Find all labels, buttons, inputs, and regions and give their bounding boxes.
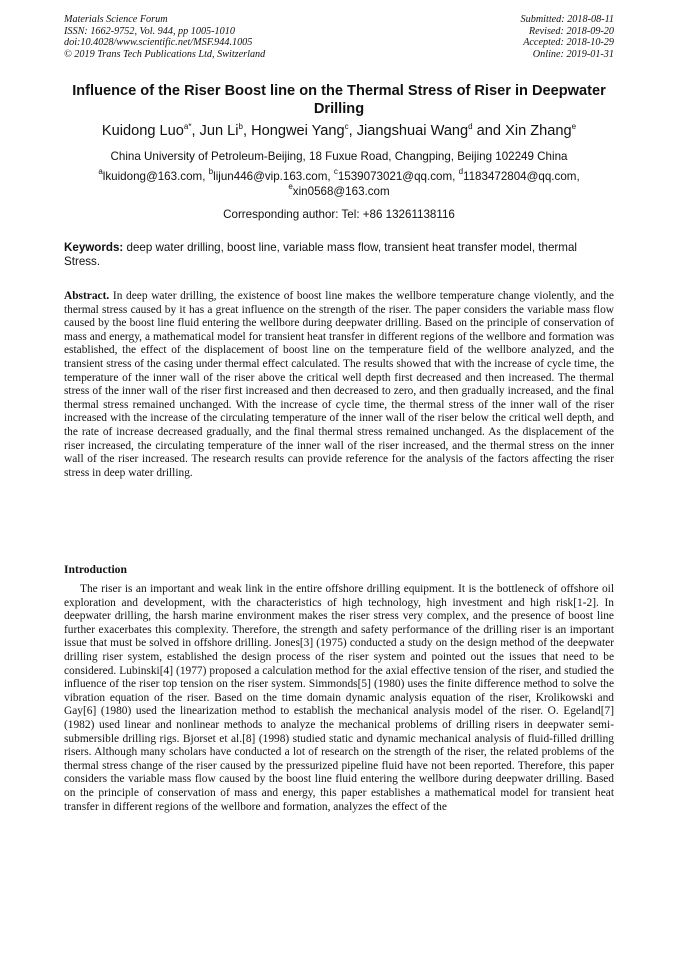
author: Kuidong Luo$^{a*}$, xyxy=(101,122,200,139)
journal-doi: doi:10.4028/www.scientific.net/MSF.944.1005 xyxy=(64,37,253,49)
abstract-text: In deep water drilling, the existence of boost line makes the wellbore temperature change violently, and the thermal stress caused by it has a great influence on the strength of the riser. The paper considers the variable mass flow caused by the boost line fluid entering the wellbore during deepwater drilling. Based on the principle of conservation of mass and energy, a mathematical model for transient heat transfer in different regions of the wellbore and formation was established, the effect of the displacement of boost line on the temperature field of the wellbore analyzed, and the transient stress of the casing under thermal effect calculated. The results showed that with the increase of cycle time, the temperature of the inner wall of the riser above the critical well depth first decreased and then increased. The thermal stress of the inner wall of the riser first increased and then decreased to zero, and then gradually increased, and the final thermal stress remained unchanged. With the increase of cycle time, the thermal stress of the inner wall of the riser increased with the increase of the circulating temperature of the inner wall of the riser below the critical well depth, and the rate of increase decreased gradually, and the final thermal stress remained unchanged. As the displacement of the riser increased, the circulating temperature of the inner wall of the riser increased, and the thermal stress on the inner wall of the riser increased. The research results can provide reference for the analysis of the factors affecting the riser stress in deep water drilling. xyxy=(64,290,614,479)
abstract xyxy=(64,290,614,480)
date-accepted: Accepted: 2018-10-29 xyxy=(523,37,614,49)
section-heading-introduction: Introduction xyxy=(64,563,127,576)
introduction-paragraph: The riser is an important and weak link in the entire offshore drilling equipment. It is the bottleneck of offshore oil exploration and development, with the characteristics of high technology, high investment and high risk[1-2]. In deepwater drilling, the harsh marine environment makes the riser stress very complex, and the presence of boost line further exacerbates this complexity. Therefore, the strength and safety performance of the drilling riser is an important issue that must be solved in offshore drilling. Jones[3] (1975) conducted a study on the design method of the deepwater drilling riser system, established the design process of the riser system and pointed out the issues that need to be considered. Lubinski[4] (1977) proposed a calculation method for the axial effective tension of the riser, and studied the influence of the riser top tension on the riser system. Simmonds[5] (1980) uses the finite difference method to solve the vibration equation of the riser. Based on the time domain dynamic analysis equation of the riser, Krolikowski and Gay[6] (1980) used the linearization method to establish the mechanical analysis model of the riser. O. Egeland[7] (1982) used linear and nonlinear methods to analyze the mechanical problems of drilling risers in deepwater semi-submersible drilling rigs. Bjorset et al.[8] (1998) studied static and dynamic mechanical analysis of fluid-filled drilling risers. Although many scholars have conducted a lot of research on the strength of the riser, the related problems of the thermal stress change of the riser caused by the pressurized pipeline fluid have not been reported. Therefore, this paper considers the variable mass flow caused by the boost line fluid entering the wellbore during deepwater drilling. Based on the principle of conservation of mass and energy, this paper establishes a mathematical model for transient heat transfer in different regions of the wellbore and formation, analyzes the effect of the xyxy=(64,583,614,813)
author: Hongwei Yang$^c$, xyxy=(251,122,357,139)
author: Jun Li$^b$, xyxy=(199,122,252,139)
author: Jiangshuai Wang$^d$ and xyxy=(356,122,506,139)
keywords-text: deep water drilling, boost line, variable mass flow, transient heat transfer model, thermal Stress. xyxy=(64,241,577,269)
email[interactable]: $^d$1183472804@qq.com xyxy=(458,167,577,183)
author: Xin Zhang$^e$ xyxy=(505,122,577,139)
email[interactable]: $^c$1539073021@qq.com xyxy=(333,167,453,183)
keywords xyxy=(64,241,614,270)
submission-dates xyxy=(521,14,614,60)
journal-name: Materials Science Forum xyxy=(64,14,168,25)
date-online: Online: 2019-01-31 xyxy=(532,48,614,60)
keywords-label: Keywords: xyxy=(64,241,124,254)
date-revised: Revised: 2018-09-20 xyxy=(528,25,614,37)
date-submitted: Submitted: 2018-08-11 xyxy=(520,14,614,25)
email[interactable]: $^a$lkuidong@163.com xyxy=(98,167,203,183)
journal-copyright: © 2019 Trans Tech Publications Ltd, Switzerland xyxy=(64,48,266,60)
paper-title: Influence of the Riser Boost line on the Thermal Stress of Riser in Deepwater Drilling xyxy=(72,83,606,117)
email[interactable]: $^e$xin0568@163.com xyxy=(288,181,390,198)
author-emails: $^a$lkuidong@163.com, $^b$lijun446@vip.163.com, $^c$1539073021@qq.com, $^d$1183472804@qq.com, $^e$xin0568@163.com xyxy=(98,167,580,198)
corresponding-author: Corresponding author: Tel: +86 13261138116 xyxy=(223,208,455,221)
journal-info xyxy=(64,14,265,60)
affiliation: China University of Petroleum-Beijing, 18 Fuxue Road, Changping, Beijing 102249 China xyxy=(110,150,568,163)
author-list xyxy=(40,122,638,140)
journal-issn: ISSN: 1662-9752, Vol. 944, pp 1005-1010 xyxy=(64,25,235,37)
abstract-label: Abstract. xyxy=(64,290,110,302)
email[interactable]: $^b$lijun446@vip.163.com xyxy=(208,167,328,183)
